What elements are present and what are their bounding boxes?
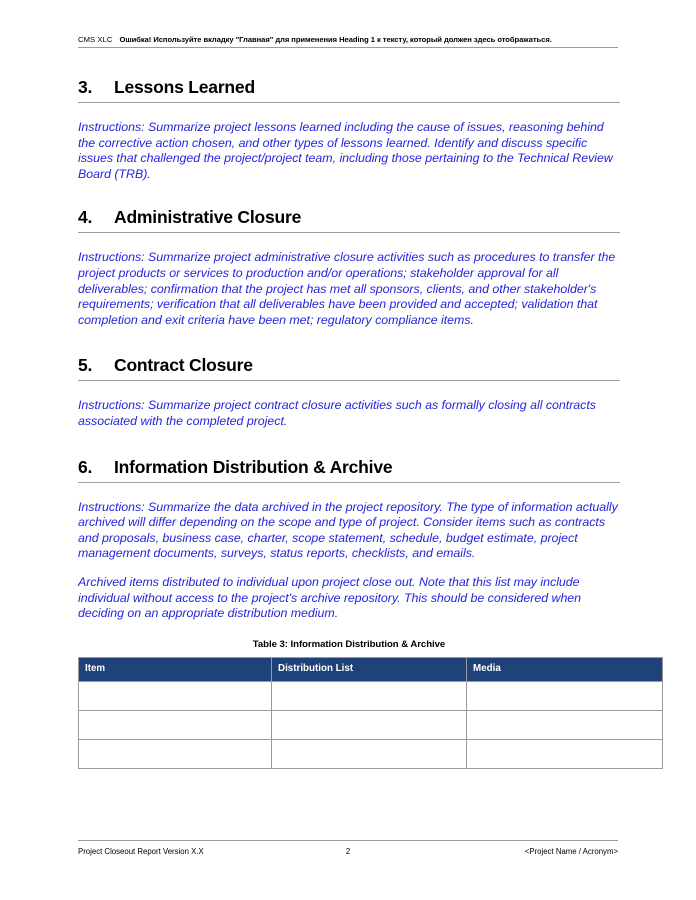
section-5-paragraph-1: Instructions: Summarize project contract closure activities such as formally closing all contracts associated with the completed project. <box>78 398 596 428</box>
section-6-paragraph-2: Archived items distributed to individual upon project close out. Note that this list may include individual without access to the project's archive repository. This should be considered when deciding on an appropriate distribution medium. <box>78 574 582 621</box>
table-cell-item[interactable] <box>79 710 272 739</box>
section-heading-4 <box>78 206 620 233</box>
section-title-6: Information Distribution & Archive <box>114 456 393 477</box>
table-row <box>79 681 663 710</box>
table-cell-media[interactable] <box>467 681 663 710</box>
section-heading-3 <box>78 76 620 103</box>
section-number-3: 3. <box>78 77 93 97</box>
table-row <box>79 710 663 739</box>
table-cell-item[interactable] <box>79 739 272 768</box>
section-title-3: Lessons Learned <box>114 77 255 97</box>
section-lessons-learned <box>78 76 620 182</box>
table-cell-media[interactable] <box>467 710 663 739</box>
table-cell-media[interactable] <box>467 739 663 768</box>
header-doc-code: CMS XLC <box>78 35 113 44</box>
footer-page-number: 2 <box>345 847 351 856</box>
section-4-paragraph-1: Instructions: Summarize project administrative closure activities such as procedures to transfer the project products or services to production and/or operations; stakeholder approval for all deliverables; confirmation that the project has met all sponsors, clients, and other stakeholder's requirements; verification that all deliverables have been provided and accepted; validation that completion and exit criteria have been met; regulatory compliance items. <box>78 250 616 327</box>
document-footer <box>78 840 618 856</box>
header-error-text: Ошибка! Используйте вкладку "Главная" для применения Heading 1 к тексту, который должен здесь отображаться. <box>119 35 552 44</box>
table-head <box>79 657 663 681</box>
document-body <box>78 76 620 769</box>
section-title-4: Administrative Closure <box>114 207 302 228</box>
section-6-paragraph-1: Instructions: Summarize the data archived in the project repository. The type of information actually archived will differ depending on the scope and type of project. Consider items such as contracts and proposals, business case, charter, scope statement, schedule, budget estimate, project management documents, surveys, status reports, checklists, and emails. <box>78 499 618 561</box>
section-number-4: 4. <box>78 207 93 228</box>
section-information-distribution-archive <box>78 456 620 622</box>
table-cell-distribution-list[interactable] <box>272 710 467 739</box>
table-column-header-item: Item <box>79 657 272 681</box>
section-3-paragraph-1: Instructions: Summarize project lessons learned including the cause of issues, reasoning behind the corrective action chosen, and other types of lessons learned. Identify and discuss specific issues that challenged the project/project team, including those pertaining to the Technical Review Board (TRB). <box>78 120 613 181</box>
table-header-row <box>79 657 663 681</box>
table-cell-distribution-list[interactable] <box>272 681 467 710</box>
footer-document-title: Project Closeout Report Version X.X <box>78 847 204 856</box>
section-number-5: 5. <box>78 355 93 376</box>
table-row <box>79 739 663 768</box>
section-administrative-closure <box>78 206 620 328</box>
table-cell-distribution-list[interactable] <box>272 739 467 768</box>
table-column-header-distribution-list: Distribution List <box>272 657 467 681</box>
section-contract-closure <box>78 354 620 429</box>
table-column-header-media: Media <box>467 657 663 681</box>
section-heading-6 <box>78 456 620 483</box>
section-title-5: Contract Closure <box>114 355 253 376</box>
section-number-6: 6. <box>78 456 93 477</box>
table-body <box>79 681 663 768</box>
table-caption: Table 3: Information Distribution & Archive <box>252 638 446 650</box>
footer-project-name: <Project Name / Acronym> <box>524 847 618 856</box>
information-distribution-table <box>78 657 663 769</box>
section-heading-5 <box>78 354 620 381</box>
document-header <box>78 34 618 48</box>
table-cell-item[interactable] <box>79 681 272 710</box>
